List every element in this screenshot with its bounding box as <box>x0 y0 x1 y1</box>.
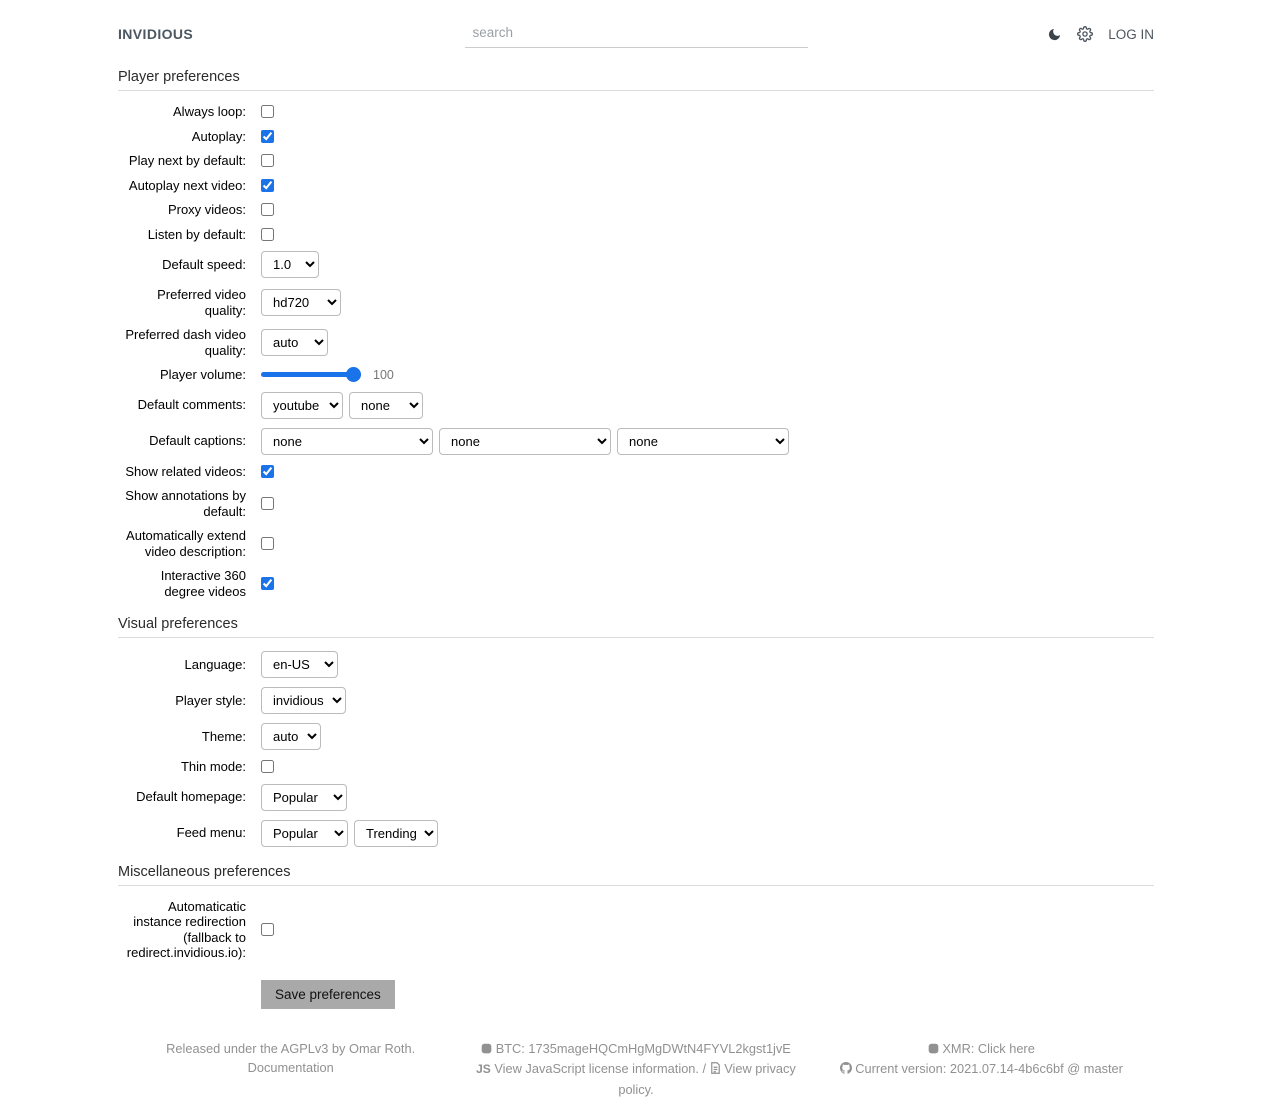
autoplay-next-label: Autoplay next video: <box>128 177 246 193</box>
autoplay-next-checkbox[interactable] <box>261 179 274 192</box>
language-row <box>118 651 1154 678</box>
btc-coin-icon <box>481 1040 492 1060</box>
play-next-label: Play next by default: <box>128 153 246 168</box>
default-comments-label: Default comments: <box>137 397 246 413</box>
misc-preferences-section <box>118 864 1154 1009</box>
misc-preferences-title: Miscellaneous preferences <box>118 863 291 880</box>
extend-description-label: Automatically extend video description: <box>126 528 246 559</box>
vr360-label: Interactive 360 degree videos <box>160 568 246 599</box>
footer-separator: / <box>702 1061 707 1077</box>
version-text: Current version: 2021.07.14-4b6c6bf @ master <box>855 1061 1123 1077</box>
js-license-link[interactable]: View JavaScript license information. <box>494 1061 699 1077</box>
video-quality-row <box>118 287 1154 318</box>
divider <box>118 637 1154 638</box>
vr360-checkbox[interactable] <box>261 577 274 590</box>
default-comments-select-2[interactable] <box>349 392 423 419</box>
play-next-row <box>118 153 1154 169</box>
always-loop-label: Always loop: <box>173 104 246 119</box>
player-preferences-section <box>118 69 1154 599</box>
header-actions <box>1046 26 1154 42</box>
theme-label: Theme: <box>201 728 246 744</box>
default-captions-label: Default captions: <box>149 433 246 449</box>
player-volume-value: 100 <box>373 367 394 382</box>
dash-quality-select[interactable] <box>261 329 328 356</box>
default-speed-row <box>118 251 1154 278</box>
always-loop-row <box>118 104 1154 120</box>
default-captions-select-1[interactable] <box>261 428 433 455</box>
auto-redirect-checkbox[interactable] <box>261 923 274 936</box>
xmr-coin-icon <box>928 1040 939 1060</box>
divider <box>118 885 1154 886</box>
default-comments-row <box>118 392 1154 419</box>
player-style-row <box>118 687 1154 714</box>
default-captions-select-3[interactable] <box>617 428 789 455</box>
play-next-checkbox[interactable] <box>261 154 274 167</box>
visual-preferences-title: Visual preferences <box>118 616 238 632</box>
thin-mode-checkbox[interactable] <box>261 760 274 773</box>
default-homepage-label: Default homepage: <box>136 789 246 805</box>
feed-menu-select-2[interactable] <box>354 820 438 847</box>
dash-quality-row <box>118 327 1154 358</box>
default-comments-select-1[interactable] <box>261 392 343 419</box>
auto-redirect-label: Automaticatic instance redirection (fallback to redirect.invidious.io): <box>126 898 246 960</box>
default-speed-label: Default speed: <box>162 256 246 272</box>
invidious-logo[interactable]: INVIDIOUS <box>118 26 194 42</box>
thin-mode-row <box>118 759 1154 775</box>
top-navbar <box>118 0 1154 52</box>
preferences-gear-icon[interactable] <box>1077 26 1093 42</box>
listen-by-default-checkbox[interactable] <box>261 228 274 241</box>
language-select[interactable] <box>261 651 338 678</box>
player-volume-row <box>118 367 1154 383</box>
annotations-label: Show annotations by default: <box>125 488 246 519</box>
thin-mode-label: Thin mode: <box>180 759 246 774</box>
divider <box>118 90 1154 91</box>
default-captions-row <box>118 428 1154 455</box>
related-videos-label: Show related videos: <box>125 463 246 479</box>
feed-menu-row <box>118 820 1154 847</box>
xmr-link[interactable]: XMR: Click here <box>942 1040 1035 1056</box>
related-videos-row <box>118 464 1154 480</box>
listen-by-default-label: Listen by default: <box>147 226 246 242</box>
footer-center <box>463 1039 808 1100</box>
proxy-videos-checkbox[interactable] <box>261 203 274 216</box>
theme-select[interactable] <box>261 723 321 750</box>
visual-preferences-section <box>118 616 1154 847</box>
search-input[interactable] <box>465 20 808 48</box>
feed-menu-select-1[interactable] <box>261 820 348 847</box>
video-quality-label: Preferred video quality: <box>157 287 246 318</box>
btc-address: BTC: 1735mageHQCmHgMgDWtN4FYVL2kgst1jvE <box>495 1040 791 1056</box>
autoplay-next-row <box>118 178 1154 194</box>
log-in-link[interactable]: LOG IN <box>1108 26 1154 42</box>
default-homepage-select[interactable] <box>261 784 347 811</box>
documentation-link[interactable]: Documentation <box>247 1060 334 1076</box>
proxy-videos-label: Proxy videos: <box>167 202 246 217</box>
player-style-select[interactable] <box>261 687 346 714</box>
default-speed-select[interactable] <box>261 251 319 278</box>
annotations-checkbox[interactable] <box>261 497 274 510</box>
save-preferences-button[interactable]: Save preferences <box>261 980 395 1009</box>
dash-quality-label: Preferred dash video quality: <box>125 327 246 358</box>
dark-mode-moon-icon[interactable] <box>1046 26 1062 42</box>
default-captions-select-2[interactable] <box>439 428 611 455</box>
autoplay-row <box>118 129 1154 145</box>
footer-right <box>809 1039 1154 1100</box>
javascript-icon: JS <box>476 1062 491 1077</box>
proxy-videos-row <box>118 202 1154 218</box>
theme-row <box>118 723 1154 750</box>
feed-menu-label: Feed menu: <box>176 825 246 841</box>
extend-description-row <box>118 528 1154 559</box>
auto-redirect-row <box>118 899 1154 961</box>
license-text: Released under the AGPLv3 by Omar Roth. <box>166 1040 416 1056</box>
player-style-label: Player style: <box>175 692 246 708</box>
vr360-row <box>118 568 1154 599</box>
privacy-policy-link[interactable]: View privacy policy. <box>618 1061 796 1098</box>
always-loop-checkbox[interactable] <box>261 105 274 118</box>
extend-description-checkbox[interactable] <box>261 537 274 550</box>
github-icon <box>840 1060 852 1080</box>
player-volume-slider[interactable] <box>261 372 361 377</box>
default-homepage-row <box>118 784 1154 811</box>
privacy-file-icon <box>710 1060 721 1080</box>
player-preferences-title: Player preferences <box>118 69 240 85</box>
footer <box>118 1039 1154 1120</box>
footer-left <box>118 1039 463 1100</box>
autoplay-label: Autoplay: <box>191 128 246 144</box>
video-quality-select[interactable] <box>261 289 341 316</box>
annotations-row <box>118 488 1154 519</box>
player-volume-label: Player volume: <box>160 367 246 382</box>
language-label: Language: <box>184 656 246 672</box>
autoplay-checkbox[interactable] <box>261 130 274 143</box>
related-videos-checkbox[interactable] <box>261 465 274 478</box>
listen-by-default-row <box>118 227 1154 243</box>
